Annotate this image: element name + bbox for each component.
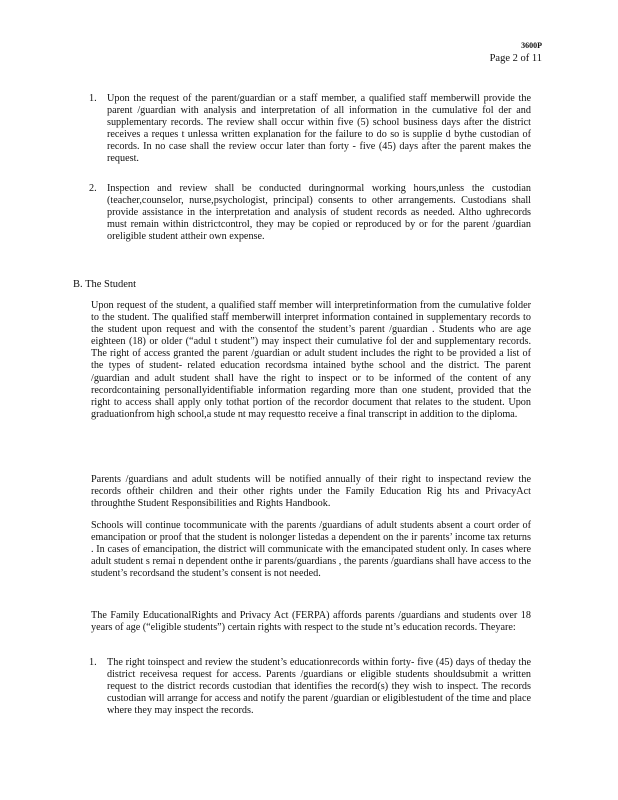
paragraph: Upon request of the student, a qualified staff member will interpretinformation from the cumulative folder to the student. The qualified staff memberwill interpret information contained in supplementary records to the student upon request and with the consentof the student’s parent /guardian . Students who are age eighteen (18) or older (“adul t student”) may inspect their cumulative fol der and supplementary records. The right of access granted the parent /guardian or adult student includes the right to be provided a list of the types of student- related education recordsma intained bythe school and the district. The parent /guardian and adult student shall have the right to inspect or to be informed of the content of any recordcontaining personallyidentifiable information regarding more than one student, provided that the right to access shall apply only tothat portion of the recordor document that relates to the student. Upon graduationfrom high school,a stude nt may requestto receive a final transcript in addition to the diploma.	[91, 300, 531, 420]
list-item	[91, 183, 531, 243]
list-item	[91, 93, 531, 166]
list-item-text: Inspection and review shall be conducted duringnormal working hours,unless the custodian (teacher,counselor, nurse,psychologist, principal) consents to other arrangements. Custodians shall provide assistance in the interpretation and analysis of student records as needed. Altho ughrecords must remain within districtcontrol, they may be copied or reproduced by or for the parent /guardian oreligible student attheir own expense.	[107, 183, 531, 243]
list-item-number: 2.	[89, 183, 97, 194]
list-item-number: 1.	[89, 93, 97, 104]
paragraph: The Family EducationalRights and Privacy Act (FERPA) affords parents /guardians and students over 18 years of age (“eligible students”) certain rights with respect to the stude nt’s education records. Theyare:	[91, 610, 531, 634]
paragraph: Schools will continue tocommunicate with the parents /guardians of adult students absent a court order of emancipation or proof that the student is nolonger listedas a dependent on the ir parents’ income tax returns . In cases of emancipation, the district will communicate with the emancipated student only. In cases where adult student s remai n dependent onthe ir parents/guardians , the parents /guardians shall have access to the student’s recordsand the student’s consent is not needed.	[91, 520, 531, 580]
page-number: Page 2 of 11	[489, 53, 542, 64]
list-item-text: The right toinspect and review the student’s educationrecords within forty- five (45) days of theday the district receivesa request for access. Parents /guardians or eligible students shouldsubmit a written request to the district records custodian that identifies the record(s) they wish to inspect. The records custodian will arrange for access and notify the parent /guardian or eligiblestudent of the time and place where they may inspect the records.	[107, 657, 531, 717]
section-heading: B. The Student	[73, 279, 137, 290]
list-item-text: Upon the request of the parent/guardian or a staff member, a qualified staff memberwill provide the parent /guardian with analysis and interpretation of all information in the cumulative fol der and supplementary records. The review shall occur within five (5) school business days after the district receives a reques t unlessa written explanation for the failure to do so is supplie d bythe custodian of records. In no case shall the review occur later than forty - five (45) days after the parent makes the request.	[107, 93, 531, 165]
list-item	[91, 657, 531, 717]
paragraph: Parents /guardians and adult students will be notified annually of their right to inspectand review the records oftheir children and their other rights under the Family Education Rig hts and PrivacyAct throughthe Student Responsibilities and Rights Handbook.	[91, 474, 531, 510]
list-item-number: 1.	[89, 657, 97, 668]
policy-code: 3600P	[521, 41, 542, 50]
